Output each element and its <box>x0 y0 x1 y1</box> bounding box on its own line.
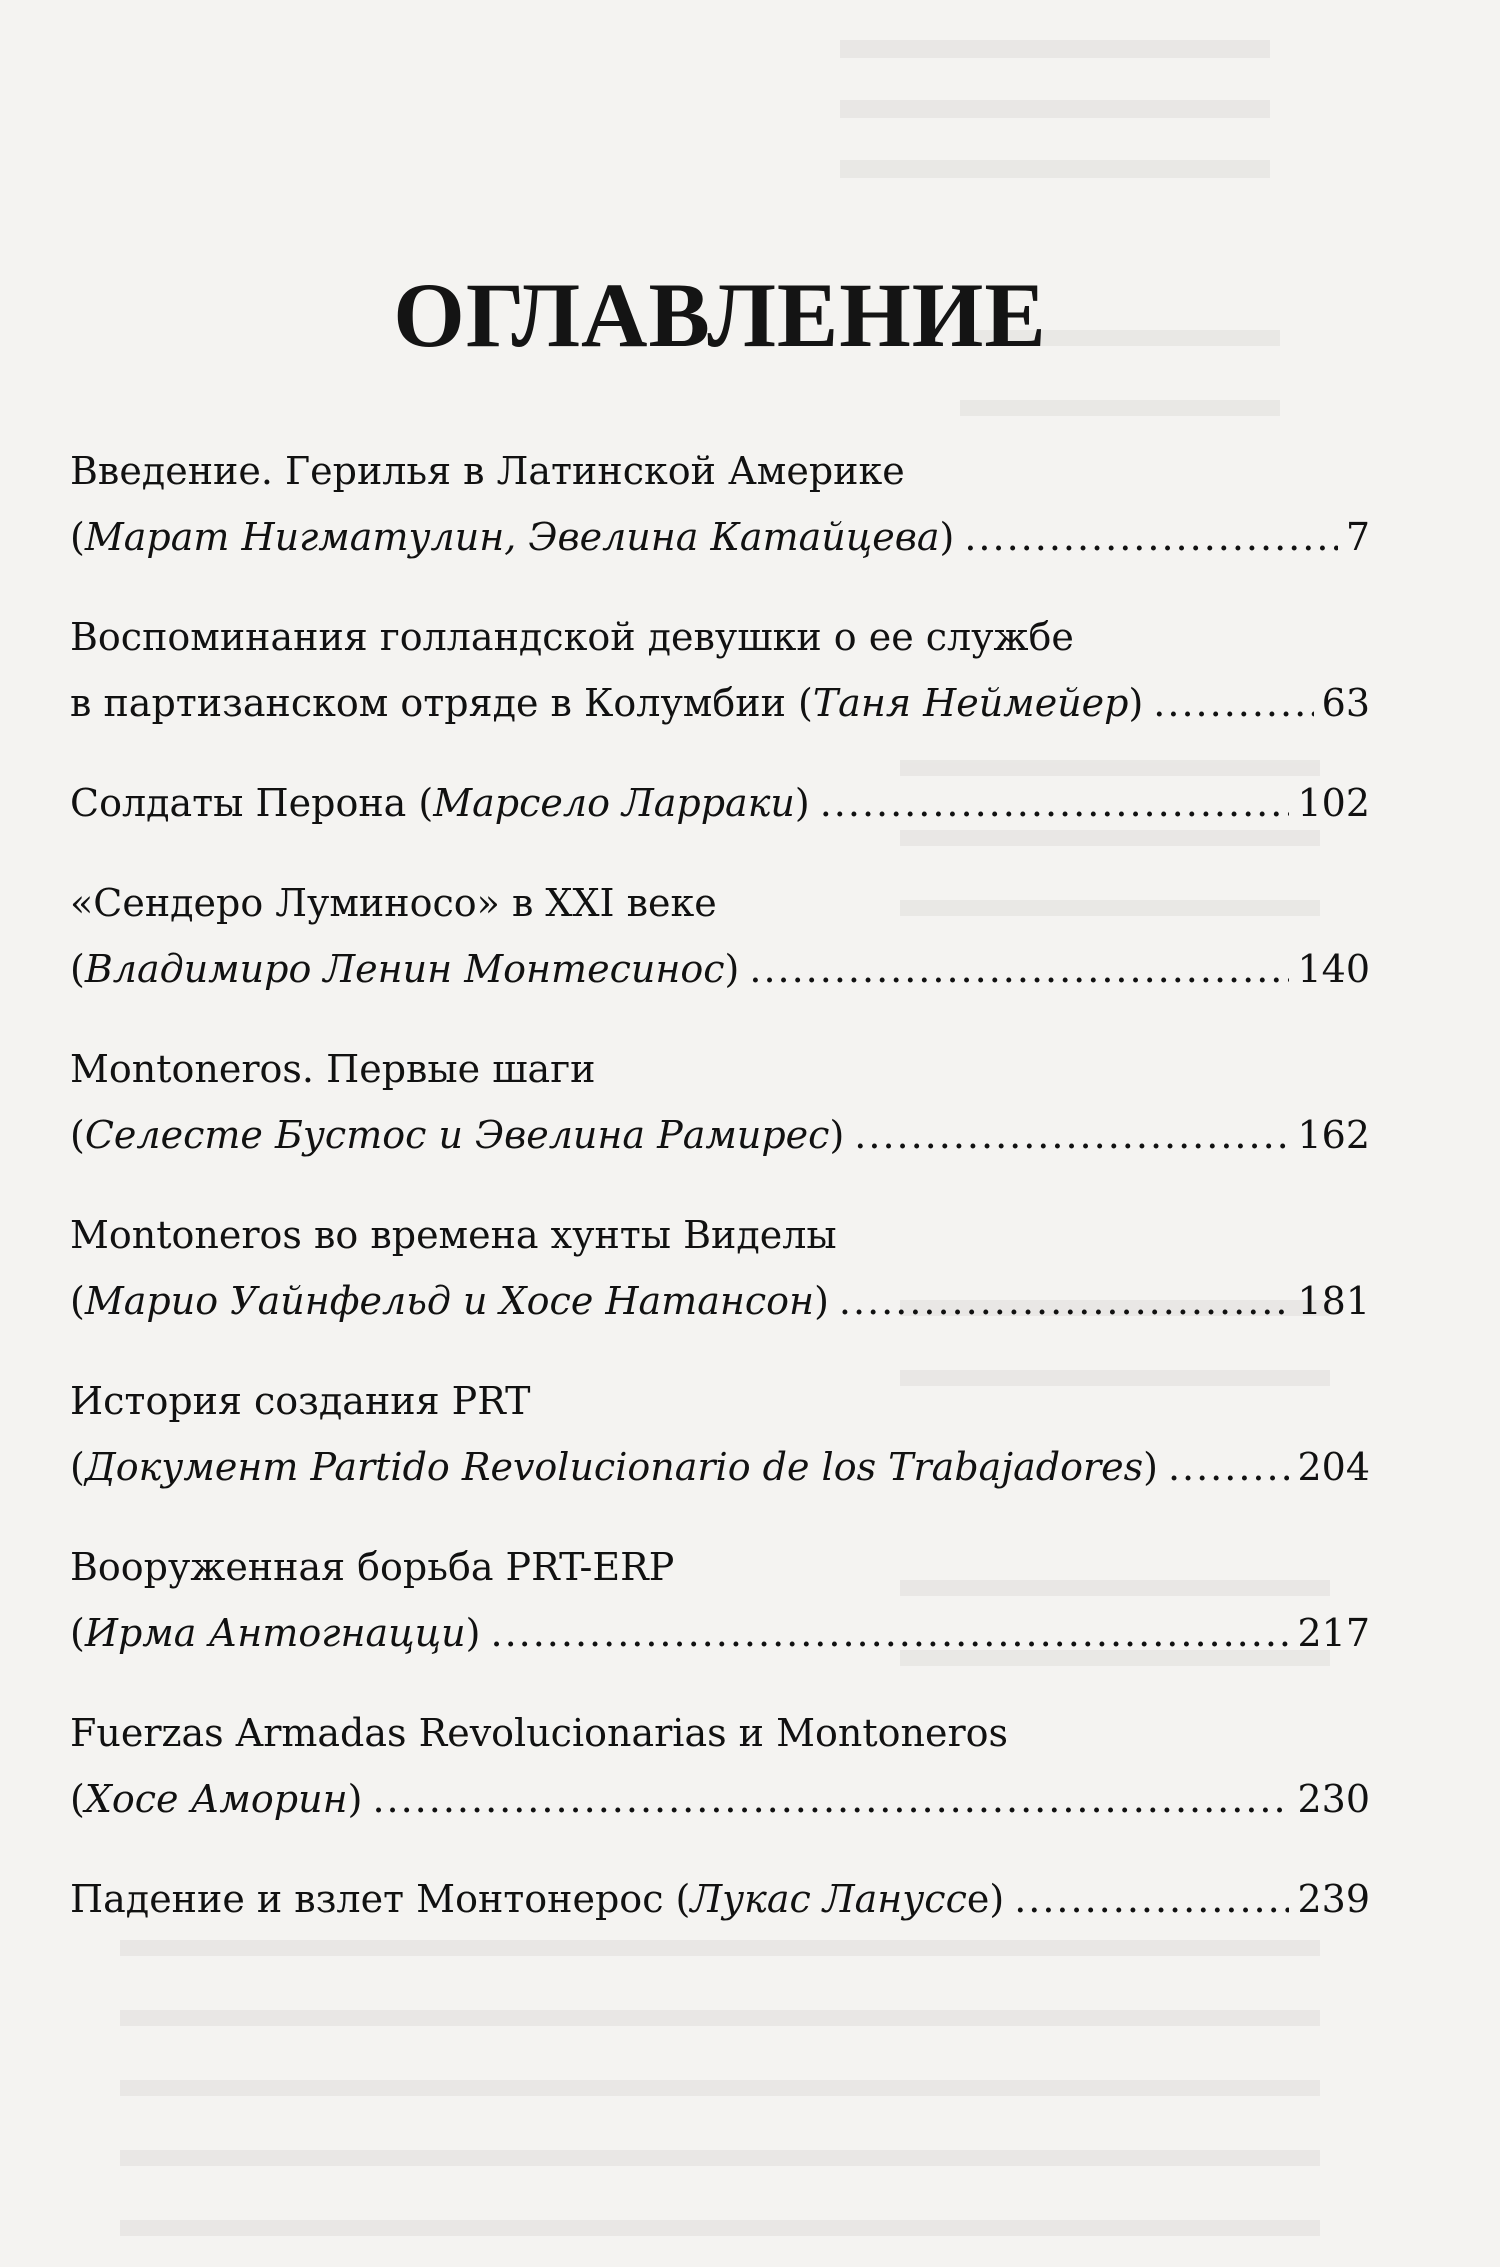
page-number: 102 <box>1297 781 1370 825</box>
entry-citation <box>70 772 1370 834</box>
page-title: ОГЛАВЛЕНИЕ <box>393 264 1047 366</box>
page-number: 230 <box>1297 1777 1370 1821</box>
paren-close: ) <box>465 1611 481 1655</box>
entry-author: Марио Уайнфельд и Хосе Натансон <box>84 1279 815 1323</box>
entry-title: Солдаты Перона ( <box>70 781 434 825</box>
page-number: 217 <box>1297 1611 1370 1655</box>
leader-dots <box>1153 672 1313 734</box>
page-number: 181 <box>1297 1279 1370 1323</box>
paren-close: ) <box>939 515 955 559</box>
entry-title: Fuerzas Armadas Revolucionarias и Montoneros <box>70 1711 1008 1755</box>
leader-dots <box>854 1104 1289 1166</box>
entry-citation <box>70 672 1370 734</box>
entry-author: Марат Нигматулин, Эвелина Катайцева <box>84 515 940 559</box>
entry-author: Владимиро Ленин Монтесинос <box>84 947 725 991</box>
paren-close: ) <box>1128 681 1144 725</box>
entry-citation <box>70 1602 1370 1664</box>
page-number: 140 <box>1297 947 1370 991</box>
entry-author: Марсело Ларраки <box>433 781 795 825</box>
entry-title: Montoneros. Первые шаги <box>70 1047 596 1091</box>
entry-title: История создания PRT <box>70 1379 531 1423</box>
paren-open: ( <box>70 1445 85 1489</box>
entry-author: Хосе Аморин <box>84 1777 348 1821</box>
entry-citation <box>70 506 1370 568</box>
page-number: 7 <box>1345 515 1370 559</box>
paren-open: ( <box>70 947 85 991</box>
entry-title: «Сендеро Луминосо» в XXI веке <box>70 881 717 925</box>
leader-dots <box>749 938 1289 1000</box>
entry-title: Montoneros во времена хунты Виделы <box>70 1213 837 1257</box>
entry-citation <box>70 1768 1370 1830</box>
leader-dots <box>372 1768 1289 1830</box>
entry-citation <box>70 1868 1370 1930</box>
entry-author: Документ Partido Revolucionario de los Trabajadores <box>84 1445 1144 1489</box>
entry-title: Воспоминания голландской девушки о ее службе <box>70 615 1074 659</box>
entry-author: Лукас Ланусс <box>690 1877 967 1921</box>
leader-dots <box>490 1602 1289 1664</box>
leader-dots <box>964 506 1337 568</box>
leader-dots <box>1168 1436 1290 1498</box>
paren-open: ( <box>70 1611 85 1655</box>
entry-citation <box>70 1436 1370 1498</box>
paren-open: ( <box>70 1113 85 1157</box>
paren-close: ) <box>724 947 740 991</box>
paren-close: ) <box>794 781 810 825</box>
entry-author: Таня Неймейер <box>812 681 1129 725</box>
page-number: 239 <box>1297 1877 1370 1921</box>
paren-open: ( <box>70 1777 85 1821</box>
entry-author: Ирма Антогнацци <box>84 1611 466 1655</box>
paren-open: ( <box>70 515 85 559</box>
paren-close: ) <box>347 1777 363 1821</box>
paren-close: ) <box>814 1279 829 1323</box>
page-number: 162 <box>1297 1113 1370 1157</box>
leader-dots <box>820 772 1290 834</box>
page-number: 63 <box>1321 681 1370 725</box>
entry-title-continued: в партизанском отряде в Колумбии ( <box>70 681 813 725</box>
entry-citation <box>70 1104 1370 1166</box>
entry-title: Введение. Герилья в Латинской Америке <box>70 449 905 493</box>
leader-dots <box>1014 1868 1289 1930</box>
leader-dots <box>839 1270 1290 1332</box>
paren-close: е) <box>966 1877 1005 1921</box>
entry-author: Селесте Бустос и Эвелина Рамирес <box>84 1113 830 1157</box>
paren-close: ) <box>1143 1445 1158 1489</box>
entry-title: Вооруженная борьба PRT-ERP <box>70 1545 675 1589</box>
toc-page <box>70 0 1370 2267</box>
entry-citation <box>70 938 1370 1000</box>
paren-open: ( <box>70 1279 85 1323</box>
page-number: 204 <box>1297 1445 1370 1489</box>
entry-citation <box>70 1270 1370 1332</box>
paren-close: ) <box>829 1113 845 1157</box>
entry-title: Падение и взлет Монтонерос ( <box>70 1877 691 1921</box>
